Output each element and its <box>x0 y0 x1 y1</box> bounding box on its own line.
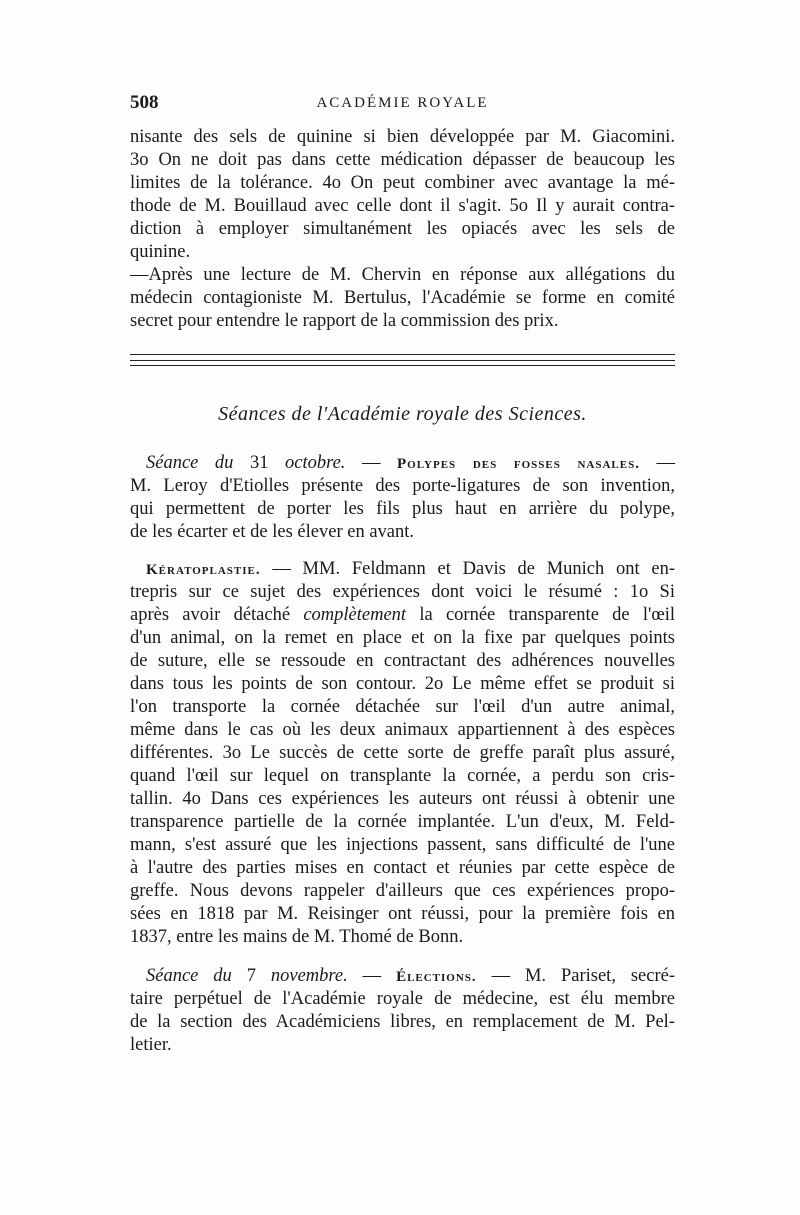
text-line: limites de la tolérance. 4o On peut combiner avec avantage la mé- <box>130 173 675 193</box>
divider-rule <box>130 354 675 355</box>
seance-date-month: octobre. <box>284 453 346 473</box>
seance-date-label: Séance du <box>146 453 234 473</box>
seance-date-day: 7 <box>246 966 256 986</box>
text-line <box>130 604 675 627</box>
section-title: Séances de l'Académie royale des Sciences. <box>218 403 587 425</box>
topic-heading-line <box>130 558 675 581</box>
text-line: letier. <box>130 1035 172 1055</box>
text-line: mann, s'est assuré que les injections passent, sans difficulté de l'une <box>130 835 675 855</box>
text-line: —Après une lecture de M. Chervin en réponse aux allégations du <box>130 265 675 285</box>
topic-heading: Kératoplastie. <box>146 562 261 578</box>
text-line: quinine. <box>130 242 191 262</box>
text-line: de la section des Académiciens libres, en remplacement de M. Pel- <box>130 1012 675 1032</box>
text-line: médecin contagioniste M. Bertulus, l'Académie se forme en comité <box>130 288 675 308</box>
text-line: dans tous les points de son contour. 2o Le même effet se produit si <box>130 674 675 694</box>
section-divider <box>130 350 675 370</box>
text-line: diction à employer simultanément les opiacés avec les sels de <box>130 219 675 239</box>
seance-date-day: 31 <box>249 453 269 473</box>
text-line: qui permettent de porter les fils plus haut en arrière du polype, <box>130 499 675 519</box>
keratoplastie-paragraph <box>130 558 675 949</box>
running-head: ACADÉMIE ROYALE <box>316 95 489 111</box>
topic-heading: Élections. <box>396 969 477 985</box>
text-span: après avoir détaché <box>130 605 291 625</box>
text-line: différentes. 3o Le succès de cette sorte de greffe paraît plus assuré, <box>130 743 675 763</box>
text-line: thode de M. Bouillaud avec celle dont il s'agit. 5o Il y aurait contra- <box>130 196 675 216</box>
text-line: de suture, elle se ressoude en contractant des adhérences nouvelles <box>130 651 675 671</box>
text-span: la cornée transparente de l'œil <box>419 605 676 625</box>
text-line: M. Leroy d'Etiolles présente des porte-ligatures de son invention, <box>130 476 675 496</box>
text-span: — M. Pariset, secré- <box>491 966 675 986</box>
text-line: de les écarter et de les élever en avant. <box>130 522 415 542</box>
text-line: secret pour entendre le rapport de la commission des prix. <box>130 311 559 331</box>
text-line: à l'autre des parties mises en contact et réunies par cette espèce de <box>130 858 675 878</box>
divider-rule <box>130 360 675 361</box>
page-number: 508 <box>130 92 159 113</box>
text-line: taire perpétuel de l'Académie royale de médecine, est élu membre <box>130 989 675 1009</box>
seance-heading-line <box>130 965 675 988</box>
text-line: l'on transporte la cornée détachée sur l'œil d'un autre animal, <box>130 697 675 717</box>
dash: — <box>656 453 676 473</box>
text-line: tallin. 4o Dans ces expériences les auteurs ont réussi à obtenir une <box>130 789 675 809</box>
dash: — <box>362 966 382 986</box>
seance-date-label: Séance du <box>146 966 232 986</box>
text-line: quand l'œil sur lequel on transplante la cornée, a perdu son cris- <box>130 766 675 786</box>
text-line: 1837, entre les mains de M. Thomé de Bonn. <box>130 927 464 947</box>
text-line: greffe. Nous devons rappeler d'ailleurs que ces expériences propo- <box>130 881 675 901</box>
dash: — <box>361 453 381 473</box>
text-span: — MM. Feldmann et Davis de Munich ont en- <box>272 559 675 579</box>
emphasis: complètement <box>303 605 407 625</box>
text-line: transparence partielle de la cornée implantée. L'un d'eux, M. Feld- <box>130 812 675 832</box>
topic-heading: Polypes des fosses nasales. <box>397 456 640 472</box>
seance-31-octobre <box>130 452 675 544</box>
seance-7-novembre <box>130 965 675 1057</box>
page-header <box>130 92 675 118</box>
text-line: même dans le cas où les deux animaux appartiennent à des espèces <box>130 720 675 740</box>
seance-heading-line <box>130 452 675 475</box>
text-line: d'un animal, on la remet en place et on la fixe par quelques points <box>130 628 675 648</box>
text-line: sées en 1818 par M. Reisinger ont réussi, pour la première fois en <box>130 904 675 924</box>
divider-rule <box>130 365 675 366</box>
seance-date-month: novembre. <box>270 966 348 986</box>
text-line: 3o On ne doit pas dans cette médication dépasser de beaucoup les <box>130 150 675 170</box>
text-line: trepris sur ce sujet des expériences dont voici le résumé : 1o Si <box>130 582 675 602</box>
text-line: nisante des sels de quinine si bien développée par M. Giacomini. <box>130 127 675 147</box>
opening-paragraph <box>130 126 675 333</box>
